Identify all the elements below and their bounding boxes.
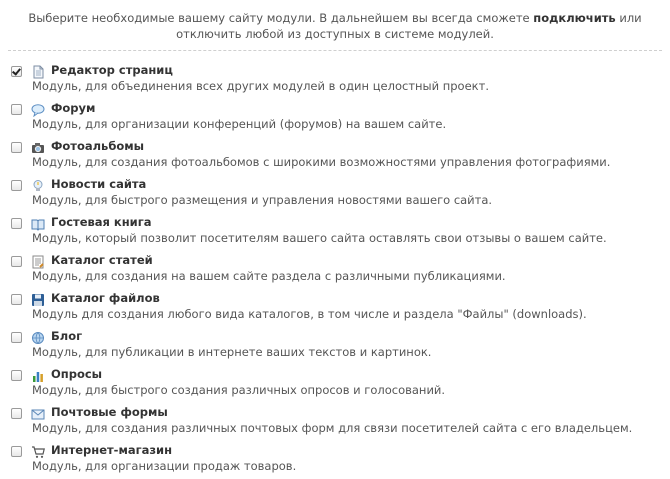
speech-bubble-icon <box>31 102 45 116</box>
module-checkbox[interactable] <box>11 332 22 343</box>
module-title[interactable]: Каталог файлов <box>51 291 160 305</box>
module-checkbox[interactable] <box>11 180 22 191</box>
module-description: Модуль, для создания фотоальбомов с широкими возможностями управления фотографиями. <box>32 155 611 169</box>
module-title[interactable]: Опросы <box>51 367 103 381</box>
module-title[interactable]: Почтовые формы <box>51 405 168 419</box>
module-description: Модуль, для создания различных почтовых форм для связи посетителей сайта с его владельцем. <box>32 421 633 435</box>
shopping-cart-icon <box>31 444 45 458</box>
divider <box>8 50 662 51</box>
module-checkbox[interactable] <box>11 66 22 77</box>
module-description: Модуль, для публикации в интернете ваших текстов и картинок. <box>32 345 432 359</box>
module-item <box>0 213 670 251</box>
book-icon <box>31 216 45 230</box>
module-checkbox[interactable] <box>11 218 22 229</box>
intro-text <box>0 10 670 42</box>
envelope-icon <box>31 406 45 420</box>
module-description: Модуль, который позволит посетителям вашего сайта оставлять свои отзывы о вашем сайте. <box>32 231 607 245</box>
module-title[interactable]: Каталог статей <box>51 253 153 267</box>
globe-icon <box>31 330 45 344</box>
camera-icon <box>31 140 45 154</box>
lightbulb-icon <box>31 178 45 192</box>
module-checkbox[interactable] <box>11 446 22 457</box>
module-checkbox[interactable] <box>11 408 22 419</box>
module-description: Модуль, для быстрого создания различных опросов и голосований. <box>32 383 446 397</box>
intro-before: Выберите необходимые вашему сайту модули. В дальнейшем вы всегда сможете <box>28 11 534 25</box>
module-title[interactable]: Форум <box>51 101 96 115</box>
module-item <box>0 137 670 175</box>
article-icon <box>31 254 45 268</box>
intro-bold-word: подключить <box>533 11 616 25</box>
page-icon <box>31 64 45 78</box>
module-checkbox[interactable] <box>11 370 22 381</box>
module-checkbox[interactable] <box>11 104 22 115</box>
module-description: Модуль, для организации конференций (форумов) на вашем сайте. <box>32 117 447 131</box>
module-item <box>0 99 670 137</box>
module-description: Модуль, для организации продаж товаров. <box>32 459 297 473</box>
module-description: Модуль для создания любого вида каталогов, в том числе и раздела "Файлы" (downloads). <box>32 307 587 321</box>
module-description: Модуль, для объединения всех других модулей в один целостный проект. <box>32 79 489 93</box>
module-list <box>0 61 670 479</box>
module-item <box>0 403 670 441</box>
floppy-disk-icon <box>31 292 45 306</box>
module-title[interactable]: Фотоальбомы <box>51 139 145 153</box>
module-item <box>0 365 670 403</box>
module-title[interactable]: Гостевая книга <box>51 215 152 229</box>
module-item <box>0 327 670 365</box>
module-title[interactable]: Новости сайта <box>51 177 147 191</box>
module-description: Модуль, для быстрого размещения и управления новостями вашего сайта. <box>32 193 493 207</box>
module-item <box>0 251 670 289</box>
module-item <box>0 289 670 327</box>
module-title[interactable]: Блог <box>51 329 83 343</box>
module-checkbox[interactable] <box>11 256 22 267</box>
module-item <box>0 61 670 99</box>
module-description: Модуль, для создания на вашем сайте раздела с различными публикациями. <box>32 269 506 283</box>
module-checkbox[interactable] <box>11 294 22 305</box>
module-title[interactable]: Редактор страниц <box>51 63 173 77</box>
module-item <box>0 441 670 479</box>
intro-after: или отключить любой из доступных в системе модулей. <box>176 11 642 41</box>
module-title[interactable]: Интернет-магазин <box>51 443 173 457</box>
module-checkbox[interactable] <box>11 142 22 153</box>
bar-chart-icon <box>31 368 45 382</box>
module-item <box>0 175 670 213</box>
